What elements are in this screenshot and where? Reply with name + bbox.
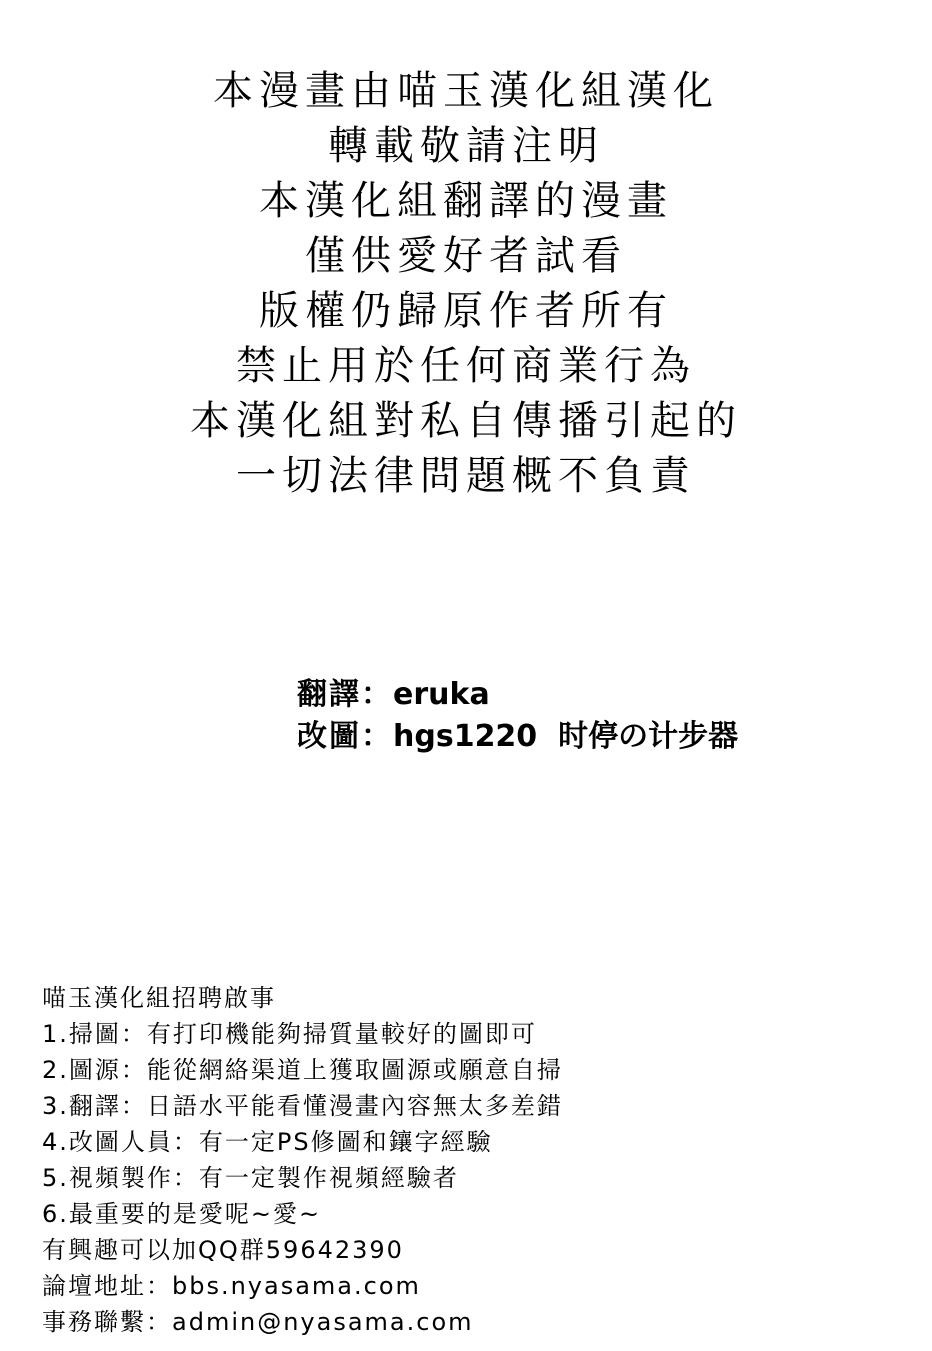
recruit-item: 1.掃圖：有打印機能夠掃質量較好的圖即可 xyxy=(42,1020,537,1048)
forum-address: 論壇地址：bbs.nyasama.com xyxy=(42,1272,421,1300)
notice-line: 版權仍歸原作者所有 xyxy=(259,288,673,334)
credits xyxy=(297,674,738,758)
translation-label: 翻譯： xyxy=(297,677,393,712)
translation-value: eruka xyxy=(393,677,490,712)
editing-credit xyxy=(297,716,738,758)
qq-group: 有興趣可以加QQ群59642390 xyxy=(42,1236,404,1264)
recruit-item: 2.圖源：能從網絡渠道上獲取圖源或願意自掃 xyxy=(42,1056,563,1084)
notice-line: 一切法律問題概不負責 xyxy=(236,453,696,499)
notice-line: 轉載敬請注明 xyxy=(328,123,604,169)
contact-email: 事務聯繫：admin@nyasama.com xyxy=(42,1308,474,1336)
notice-line: 禁止用於任何商業行為 xyxy=(236,343,696,389)
copyright-notice xyxy=(0,64,932,504)
recruit-item: 5.視頻製作：有一定製作視頻經驗者 xyxy=(42,1164,459,1192)
recruit-item: 6.最重要的是愛呢~愛~ xyxy=(42,1200,322,1228)
notice-line: 本漫畫由喵玉漢化組漢化 xyxy=(213,68,719,114)
recruit-item: 4.改圖人員：有一定PS修圖和鑲字經驗 xyxy=(42,1128,493,1156)
recruitment-notice xyxy=(42,980,563,1340)
notice-line: 僅供愛好者試看 xyxy=(305,233,627,279)
editing-label: 改圖： xyxy=(297,719,393,754)
recruit-title: 喵玉漢化組招聘啟事 xyxy=(42,984,276,1012)
notice-line: 本漢化組翻譯的漫畫 xyxy=(259,178,673,224)
translation-credit xyxy=(297,674,738,716)
recruit-item: 3.翻譯：日語水平能看懂漫畫內容無太多差錯 xyxy=(42,1092,563,1120)
editing-value: hgs1220 时停の计步器 xyxy=(393,719,739,754)
notice-line: 本漢化組對私自傳播引起的 xyxy=(190,398,742,444)
